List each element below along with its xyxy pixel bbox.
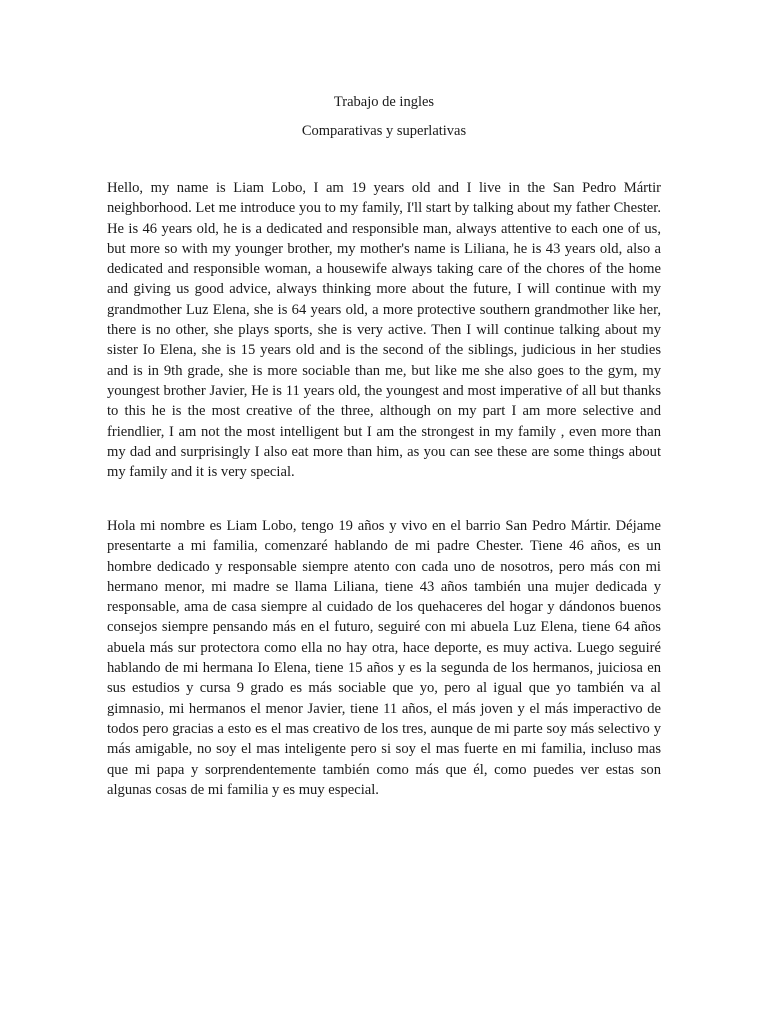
document-title: Trabajo de ingles [333, 94, 435, 110]
paragraph-spanish: Hola mi nombre es Liam Lobo, tengo 19 años y vivo en el barrio San Pedro Mártir. Déjame presentarte a mi familia, comenzaré hablando de mi padre Chester. Tiene 46 años, es un hombre dedicado y responsable siempre atento con cada uno de nosotros, pero más con mi hermano menor, mi madre se llama Liliana, tiene 43 años también una mujer dedicada y responsable, ama de casa siempre al cuidado de los quehaceres del hogar y dándonos buenos consejos siempre pensando más en el futuro, seguiré con mi abuela Luz Elena, tiene 64 años abuela más sur protectora como ella no hay otra, hace deporte, es muy activa. Luego seguiré hablando de mi hermana Io Elena, tiene 15 años y es la segunda de los hermanos, juiciosa en sus estudios y cursa 9 grado es más sociable que yo, pero al igual que yo también va al gimnasio, mi hermanos el menor Javier, tiene 11 años, el más joven y el más imperactivo de todos pero gracias a esto es el mas creativo de los tres, aunque de mi parte soy más selectivo y más amigable, no soy el mas inteligente pero si soy el mas fuerte en mi familia, incluso mas que mi papa y sorprendentemente también como más que él, como puedes ver estas son algunas cosas de mi familia y es muy especial. [107, 518, 661, 798]
paragraph-english: Hello, my name is Liam Lobo, I am 19 years old and I live in the San Pedro Mártir neighborhood. Let me introduce you to my family, I'll start by talking about my father Chester. He is 46 years old, he is a dedicated and responsible man, always attentive to each one of us, but more so with my younger brother, my mother's name is Liliana, he is 43 years old, also a dedicated and responsible woman, a housewife always taking care of the chores of the home and giving us good advice, always thinking more about the future, I will continue with my grandmother Luz Elena, she is 64 years old, a more protective southern grandmother like her, there is no other, she plays sports, she is very active. Then I will continue talking about my sister Io Elena, she is 15 years old and is the second of the siblings, judicious in her studies and is in 9th grade, she is more sociable than me, but like me she also goes to the gym, my youngest brother Javier, He is 11 years old, the youngest and most imperative of all but thanks to this he is the most creative of the three, although on my part I am more selective and friendlier, I am not the most intelligent but I am the strongest in my family , even more than my dad and surprisingly I also eat more than him, as you can see these are some things about my family and it is very special. [107, 180, 661, 481]
document-subtitle: Comparativas y superlativas [301, 123, 467, 139]
